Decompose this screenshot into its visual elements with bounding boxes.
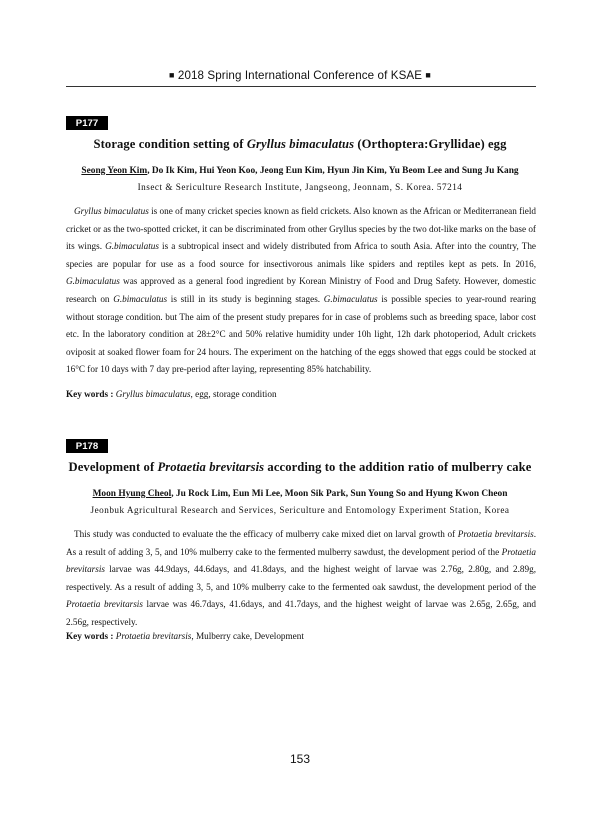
abstract-title xyxy=(60,137,540,152)
presenting-author: Moon Hyung Cheol xyxy=(92,489,172,499)
affiliation: Insect & Sericulture Research Institute, Jangseong, Jeonnam, S. Korea. 57214 xyxy=(137,182,463,192)
abstract-text: larvae was 46.7days, 41.6days, and 41.7days, and the highest weight of larvae was 2.65g, 2.65g, and 2.56g, respectively. xyxy=(66,599,536,627)
abstract-paragraph xyxy=(66,203,536,379)
poster-id-badge: P178 xyxy=(66,439,108,453)
abstract-text: was approved as a general food ingredient by Korean Ministry of Food and Drug Safety. However, domestic research on xyxy=(66,276,536,304)
coauthors: , Do Ik Kim, Hui Yeon Koo, Jeong Eun Kim, Hyun Jin Kim, Yu Beom Lee and Sung Ju Kang xyxy=(147,166,519,176)
keywords xyxy=(66,631,536,641)
header-divider xyxy=(66,86,536,87)
title-species: Protaetia brevitarsis xyxy=(157,460,265,474)
species-name: G.bimaculatus xyxy=(323,293,378,304)
title-text: Storage condition setting of xyxy=(93,137,247,151)
species-name: G.bimaculatus xyxy=(113,293,168,304)
title-species: Gryllus bimaculatus xyxy=(246,137,355,151)
abstract-text: This study was conducted to evaluate the the efficacy of mulberry cake mixed diet on larval growth of xyxy=(74,529,458,539)
poster-id-badge: P177 xyxy=(66,116,108,130)
abstract-text: is a subtropical insect and widely distributed from Africa to south Asia. After into the country, The species are popular for use as a food source for insectivorous animals like spiders and reptiles kept as pets. In 2016, xyxy=(66,241,536,269)
square-bullet-icon: ■ xyxy=(169,70,175,80)
keywords-rest: , egg, storage condition xyxy=(190,389,277,399)
presenting-author: Seong Yeon Kim xyxy=(81,166,148,176)
abstract-paragraph xyxy=(66,526,536,632)
abstract-text: is one of many cricket species known as field crickets. Also known as the African or Mediterranean field cricket or as the two-spotted cricket, it can be discriminated from other Gryllus species by the two dot-like marks on the base of its wings. xyxy=(66,206,537,252)
species-name: G.bimaculatus xyxy=(105,241,159,252)
species-name: Protaetia brevitarsis xyxy=(66,546,536,575)
keyword-species: Gryllus bimaculatus xyxy=(115,389,191,399)
species-name: Protaetia brevitarsis xyxy=(457,529,534,539)
author-list xyxy=(60,489,540,499)
keywords xyxy=(66,389,536,399)
abstract-text: larvae was 44.9days, 44.6days, and 41.8days, and the highest weight of larvae was 2.76g, 2.80g, and 2.89g, respectively. As a result of adding 3, 5, and 10% mulberry cake to the fermented oak sawdust, the development period of the xyxy=(66,564,536,592)
coauthors: , Ju Rock Lim, Eun Mi Lee, Moon Sik Park, Sun Young So and Hyung Kwon Cheon xyxy=(171,489,508,499)
species-name: G.bimaculatus xyxy=(66,276,120,287)
abstract-text: . As a result of adding 3, 5, and 10% mulberry cake to the fermented mulberry sawdust, the development period of the xyxy=(66,529,537,557)
page-number: 153 xyxy=(289,752,311,766)
keywords-rest: , Mulberry cake, Development xyxy=(191,631,304,641)
abstract-text: is possible species to year-round rearing without storage condition. but The aim of the present study prepares for in case of problems such as breeding space, labor cost etc. In the laboratory condition at 28±2°C and 50% relative humidity under 10h light, 12h dark photoperiod, Adult crickets oviposit at soaked flower foam for 24 hours. The experiment on the hatching of the eggs showed that eggs could be stocked at 16°C for 10 days with 7 day pre-period after laying, representing 85% hatchability. xyxy=(66,293,536,375)
keywords-label: Key words : xyxy=(66,631,114,641)
author-list xyxy=(60,166,540,176)
title-text: Development of xyxy=(68,460,158,474)
title-text: (Orthoptera:Gryllidae) egg xyxy=(354,137,507,151)
conference-title: 2018 Spring International Conference of KSAE xyxy=(177,69,423,82)
affiliation: Jeonbuk Agricultural Research and Services, Sericulture and Entomology Experiment Station, Korea xyxy=(90,505,510,515)
abstract-title xyxy=(60,460,540,475)
species-name: Protaetia brevitarsis xyxy=(66,599,143,610)
abstract-text: is still in its study is beginning stages. xyxy=(167,293,324,304)
square-bullet-icon: ■ xyxy=(425,70,431,80)
species-name: Gryllus bimaculatus xyxy=(74,206,149,216)
title-text: according to the addition ratio of mulberry cake xyxy=(264,460,532,474)
abstract-body xyxy=(66,526,536,632)
keyword-species: Protaetia brevitarsis xyxy=(115,631,192,641)
keywords-label: Key words : xyxy=(66,389,114,399)
running-header xyxy=(66,69,534,82)
abstract-body xyxy=(66,203,536,379)
